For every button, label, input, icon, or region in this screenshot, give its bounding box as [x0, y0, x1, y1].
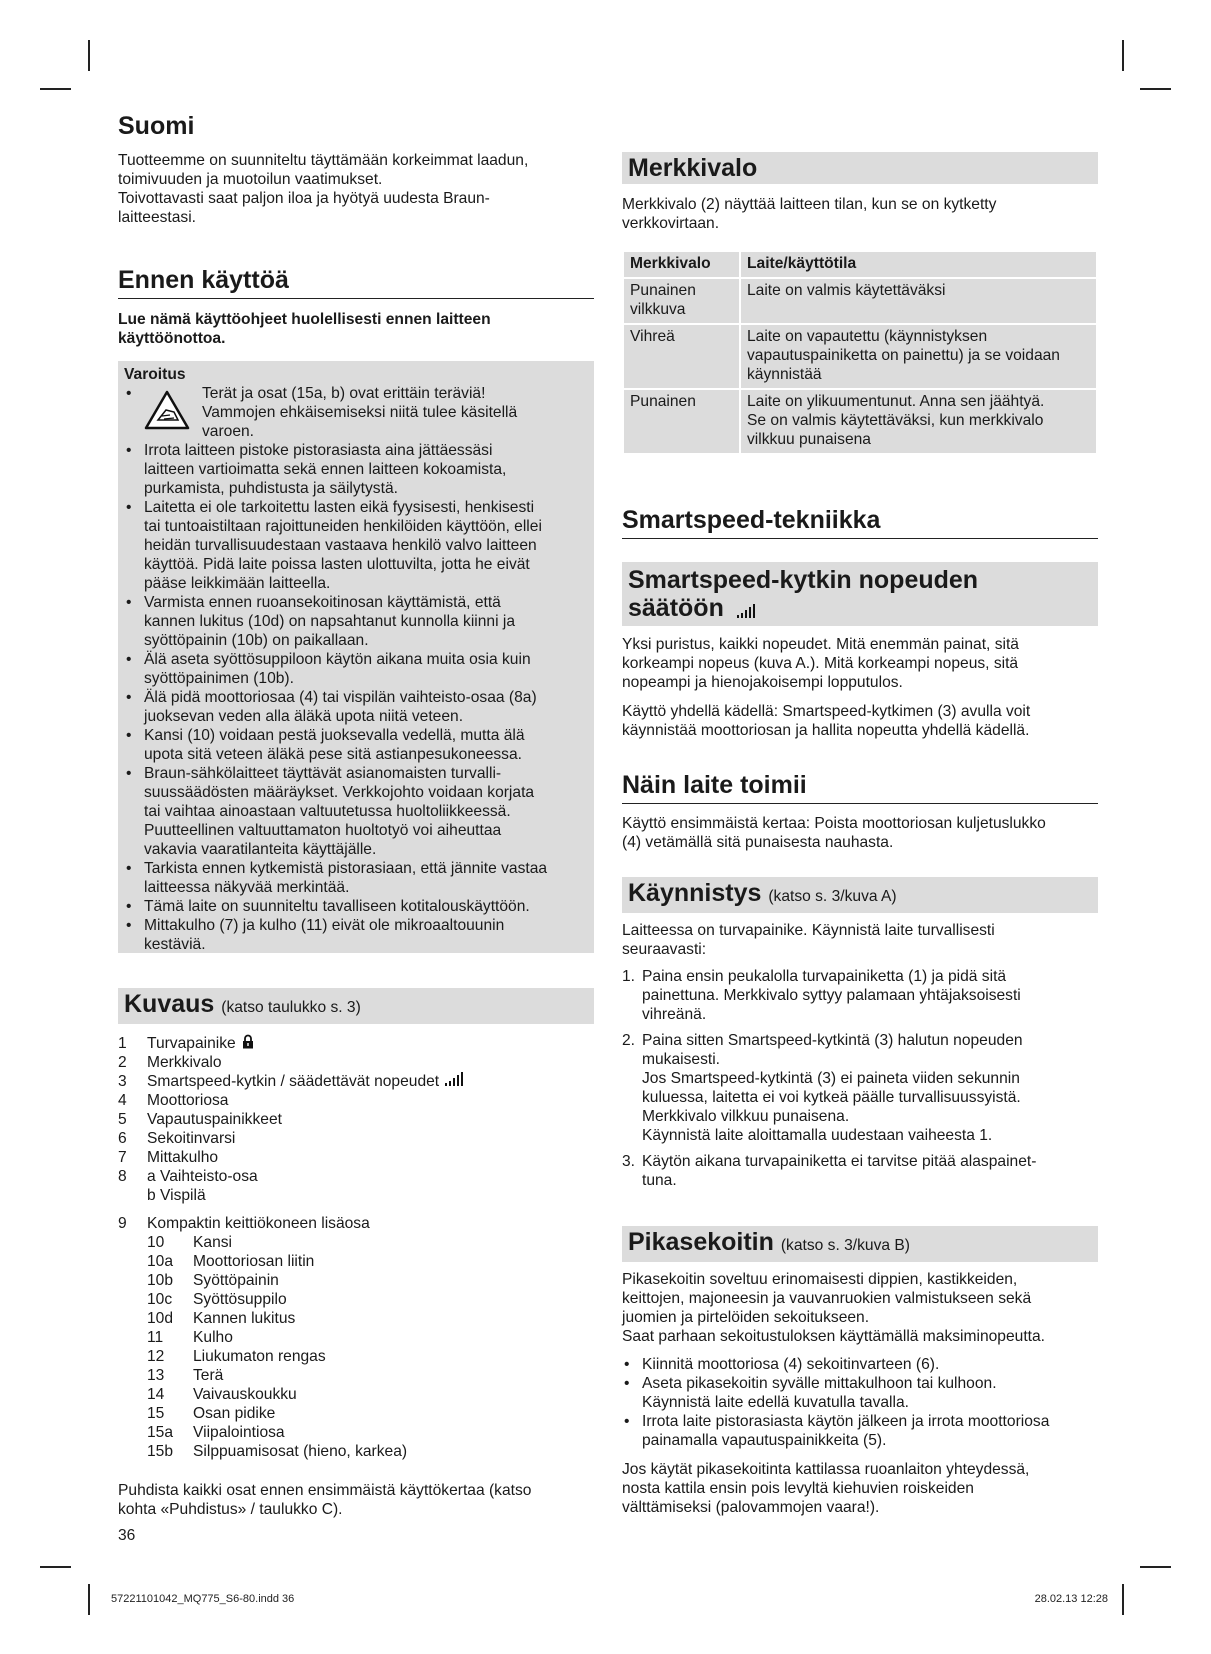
description-heading: Kuvaus (katso taulukko s. 3) [118, 988, 594, 1024]
blender-heading: Pikasekoitin (katso s. 3/kuva B) [622, 1226, 1098, 1262]
list-item: 7 Mittakulho [118, 1149, 219, 1166]
warning-item: • Irrota laitteen pistoke pistorasiasta aina jättäessäsi laitteen vartioimatta sekä ennen laitteen kokoamista, purkamista, puhdistusta ja säilytystä. [124, 441, 588, 498]
before-use-heading: Ennen käyttöä [118, 266, 594, 299]
list-item: 9 Kompaktin keittiökoneen lisäosa [118, 1215, 370, 1232]
crop-mark [1140, 88, 1171, 90]
sharp-blade-warning-icon [144, 390, 190, 430]
cleaning-note: Puhdista kaikki osat ennen ensimmäistä käyttökertaa (katso kohta «Puhdistus» / taulukko C). [118, 1482, 532, 1518]
crop-mark [1140, 1566, 1171, 1568]
first-use-text: Käyttö ensimmäistä kertaa: Poista moottoriosan kuljetuslukko (4) vetämällä sitä punaisesta nauhasta. [622, 815, 1046, 851]
step-item: 3. Käytön aikana turvapainiketta ei tarvitse pitää alaspainet- tuna. [622, 1153, 1037, 1189]
intro-text: Tuotteemme on suunniteltu täyttämään korkeimmat laadun, toimivuuden ja muotoilun vaatimukset. Toivottavasti saat paljon iloa ja hyötyä uudesta Braun- laitteestasi. [118, 152, 529, 226]
table-cell: Punainen [623, 389, 740, 454]
list-item: 15b Silppuamisosat (hieno, karkea) [147, 1443, 408, 1460]
crop-mark [1122, 40, 1124, 71]
page-number: 36 [118, 1527, 136, 1544]
parts-list [118, 1034, 594, 1461]
table-header: Laite/käyttötila [740, 251, 1097, 278]
list-item: • Kiinnitä moottoriosa (4) sekoitinvarteen (6). [622, 1355, 1098, 1374]
table-row [623, 278, 1097, 324]
table-cell: Laite on valmis käytettäväksi [740, 278, 1097, 324]
list-item: 10d Kannen lukitus [147, 1310, 296, 1327]
warning-item: • Tämä laite on suunniteltu tavalliseen kotitalouskäyttöön. [124, 897, 588, 916]
table-cell: Laite on ylikuumentunut. Anna sen jäähtyä. Se on valmis käytettäväksi, kun merkkivalo vilkkuu punaisena [740, 389, 1097, 454]
start-heading: Käynnistys (katso s. 3/kuva A) [622, 877, 1098, 913]
table-cell: Vihreä [623, 324, 740, 389]
list-item: 11 Kulho [147, 1329, 233, 1346]
list-item: 13 Terä [147, 1367, 224, 1384]
blender-bullets [622, 1355, 1098, 1450]
smartspeed-heading: Smartspeed-tekniikka [622, 506, 1098, 539]
list-item: 15 Osan pidike [147, 1405, 276, 1422]
table-row [623, 389, 1097, 454]
lock-icon [242, 1034, 254, 1049]
list-item: 10a Moottoriosan liitin [147, 1253, 315, 1270]
one-hand-text: Käyttö yhdellä kädellä: Smartspeed-kytkimen (3) avulla voit käynnistää moottoriosan ja hallita nopeutta yhdellä kädellä. [622, 703, 1031, 739]
list-item: b Vispilä [147, 1187, 206, 1204]
warning-item: • Braun-sähkölaitteet täyttävät asianomaisten turvalli- suussäädösten määräykset. Verkkojohto voidaan korjata tai vaihtaa ainoastaan valtuutetussa huoltoliikkeessä. Puutteellinen valtuuttamaton huoltotyö voi aiheuttaa vakavia vaaratilanteita käyttäjälle. [124, 764, 588, 859]
warning-item: • Tarkista ennen kytkemistä pistorasiaan, että jännite vastaa laitteessa näkyvää merkintää. [124, 859, 588, 897]
warning-list [124, 384, 588, 954]
list-item: 6 Sekoitinvarsi [118, 1130, 236, 1147]
warning-item: • Terät ja osat (15a, b) ovat erittäin teräviä! Vammojen ehkäisemiseksi niitä tulee käsitellä varoen. [124, 384, 588, 441]
list-item: 12 Liukumaton rengas [147, 1348, 326, 1365]
indicator-heading: Merkkivalo [622, 152, 1098, 184]
how-it-works-heading: Näin laite toimii [622, 771, 1098, 804]
list-item: 5 Vapautuspainikkeet [118, 1111, 282, 1128]
list-item: • Aseta pikasekoitin syvälle mittakulhoon tai kulhoon. Käynnistä laite edellä kuvatulla tavalla. [622, 1374, 1098, 1412]
list-item: 10 Kansi [147, 1234, 233, 1251]
warning-item: • Älä aseta syöttösuppiloon käytön aikana muita osia kuin syöttöpainimen (10b). [124, 650, 588, 688]
table-cell: Punainen vilkkuva [623, 278, 740, 324]
list-item: 15a Viipalointiosa [147, 1424, 285, 1441]
crop-mark [1122, 1584, 1124, 1615]
indicator-text: Merkkivalo (2) näyttää laitteen tilan, kun se on kytketty verkkovirtaan. [622, 196, 997, 232]
list-item: 1 Turvapainike [118, 1034, 594, 1053]
list-item: 2 Merkkivalo [118, 1054, 222, 1071]
table-cell: Laite on vapautettu (käynnistyksen vapautuspainiketta on painettu) ja se voidaan käynnistää [740, 324, 1097, 389]
step-item: 1. Paina ensin peukalolla turvapainiketta (1) ja pidä sitä painettuna. Merkkivalo syttyy palamaan yhtäjaksoisesti vihreänä. [622, 968, 1021, 1023]
smartspeed-box-heading: Smartspeed-kytkin nopeuden säätöön [622, 562, 1098, 626]
language-title: Suomi [118, 112, 195, 140]
list-item: 10c Syöttösuppilo [147, 1291, 287, 1308]
crop-mark [40, 88, 71, 90]
list-item: • Irrota laite pistorasiasta käytön jälkeen ja irrota moottoriosa painamalla vapautuspainikkeita (5). [622, 1412, 1098, 1450]
table-header: Merkkivalo [623, 251, 740, 278]
start-steps [622, 967, 1098, 1197]
speed-bars-icon [737, 604, 757, 618]
warning-item: • Kansi (10) voidaan pestä juoksevalla vedellä, mutta älä upota sitä veteen äläkä pese sitä astianpesukoneessa. [124, 726, 588, 764]
table-header-row [623, 251, 1097, 278]
footer-date: 28.02.13 12:28 [1034, 1593, 1108, 1605]
blender-text: Pikasekoitin soveltuu erinomaisesti dippien, kastikkeiden, keittojen, majoneesin ja vauvanruokien valmistukseen sekä juomien ja pirtelöiden sekoitukseen. Saat parhaan sekoitustuloksen käyttämällä maksiminopeutta. [622, 1271, 1045, 1345]
footer-file-info: 57221101042_MQ775_S6-80.indd 36 [111, 1593, 295, 1605]
pot-warning-text: Jos käytät pikasekoitinta kattilassa ruoanlaiton yhteydessä, nosta kattila ensin pois levyltä kiehuvien roiskeiden välttämiseksi (palovammojen vaara!). [622, 1461, 1030, 1516]
indicator-table [622, 250, 1098, 455]
warning-title: Varoitus [124, 366, 186, 383]
warning-item: • Älä pidä moottoriosaa (4) tai vispilän vaihteisto-osaa (8a) juoksevan veden alla äläkä upota niitä veteen. [124, 688, 588, 726]
list-item: 4 Moottoriosa [118, 1092, 229, 1109]
crop-mark [88, 1584, 90, 1615]
crop-mark [40, 1566, 71, 1568]
list-item: 3 Smartspeed-kytkin / säädettävät nopeudet [118, 1072, 594, 1091]
step-item: 2. Paina sitten Smartspeed-kytkintä (3) halutun nopeuden mukaisesti. Jos Smartspeed-kytkintä (3) ei paineta viiden sekunnin kuluessa, laitetta ei voi kytkeä päälle turvallisuussyistä. Merkkivalo vilkkuu punaisena. Käynnistä laite aloittamalla uudestaan vaiheesta 1. [622, 1032, 1023, 1144]
warning-item: • Laitetta ei ole tarkoitettu lasten eikä fyysisesti, henkisesti tai tuntoaistiltaan rajoittuneiden henkilöiden käyttöön, ellei heidän turvallisuudestaan vastaava henkilö valvo laitteen käyttöä. Pidä laite poissa lasten ulottuvilta, jotta he eivät pääse leikkimään laitteella. [124, 498, 588, 593]
smartspeed-text: Yksi puristus, kaikki nopeudet. Mitä enemmän painat, sitä korkeampi nopeus (kuva A.). Mitä korkeampi nopeus, sitä nopeampi ja hienojakoisempi lopputulos. [622, 636, 1019, 691]
start-intro: Laitteessa on turvapainike. Käynnistä laite turvallisesti seuraavasti: [622, 922, 995, 958]
warning-item: • Varmista ennen ruoansekoitinosan käyttämistä, että kannen lukitus (10d) on napsahtanut kunnolla kiinni ja syöttöpainin (10b) on paikallaan. [124, 593, 588, 650]
warning-box [118, 361, 594, 953]
warning-item: • Mittakulho (7) ja kulho (11) eivät ole mikroaaltouunin kestäviä. [124, 916, 588, 954]
speed-bars-icon [445, 1072, 465, 1086]
list-item: 8 a Vaihteisto-osa [118, 1168, 258, 1185]
crop-mark [88, 40, 90, 71]
list-item: 10b Syöttöpainin [147, 1272, 279, 1289]
table-row [623, 324, 1097, 389]
read-instructions-text: Lue nämä käyttöohjeet huolellisesti ennen laitteen käyttöönottoa. [118, 311, 491, 347]
list-item: 14 Vaivauskoukku [147, 1386, 297, 1403]
